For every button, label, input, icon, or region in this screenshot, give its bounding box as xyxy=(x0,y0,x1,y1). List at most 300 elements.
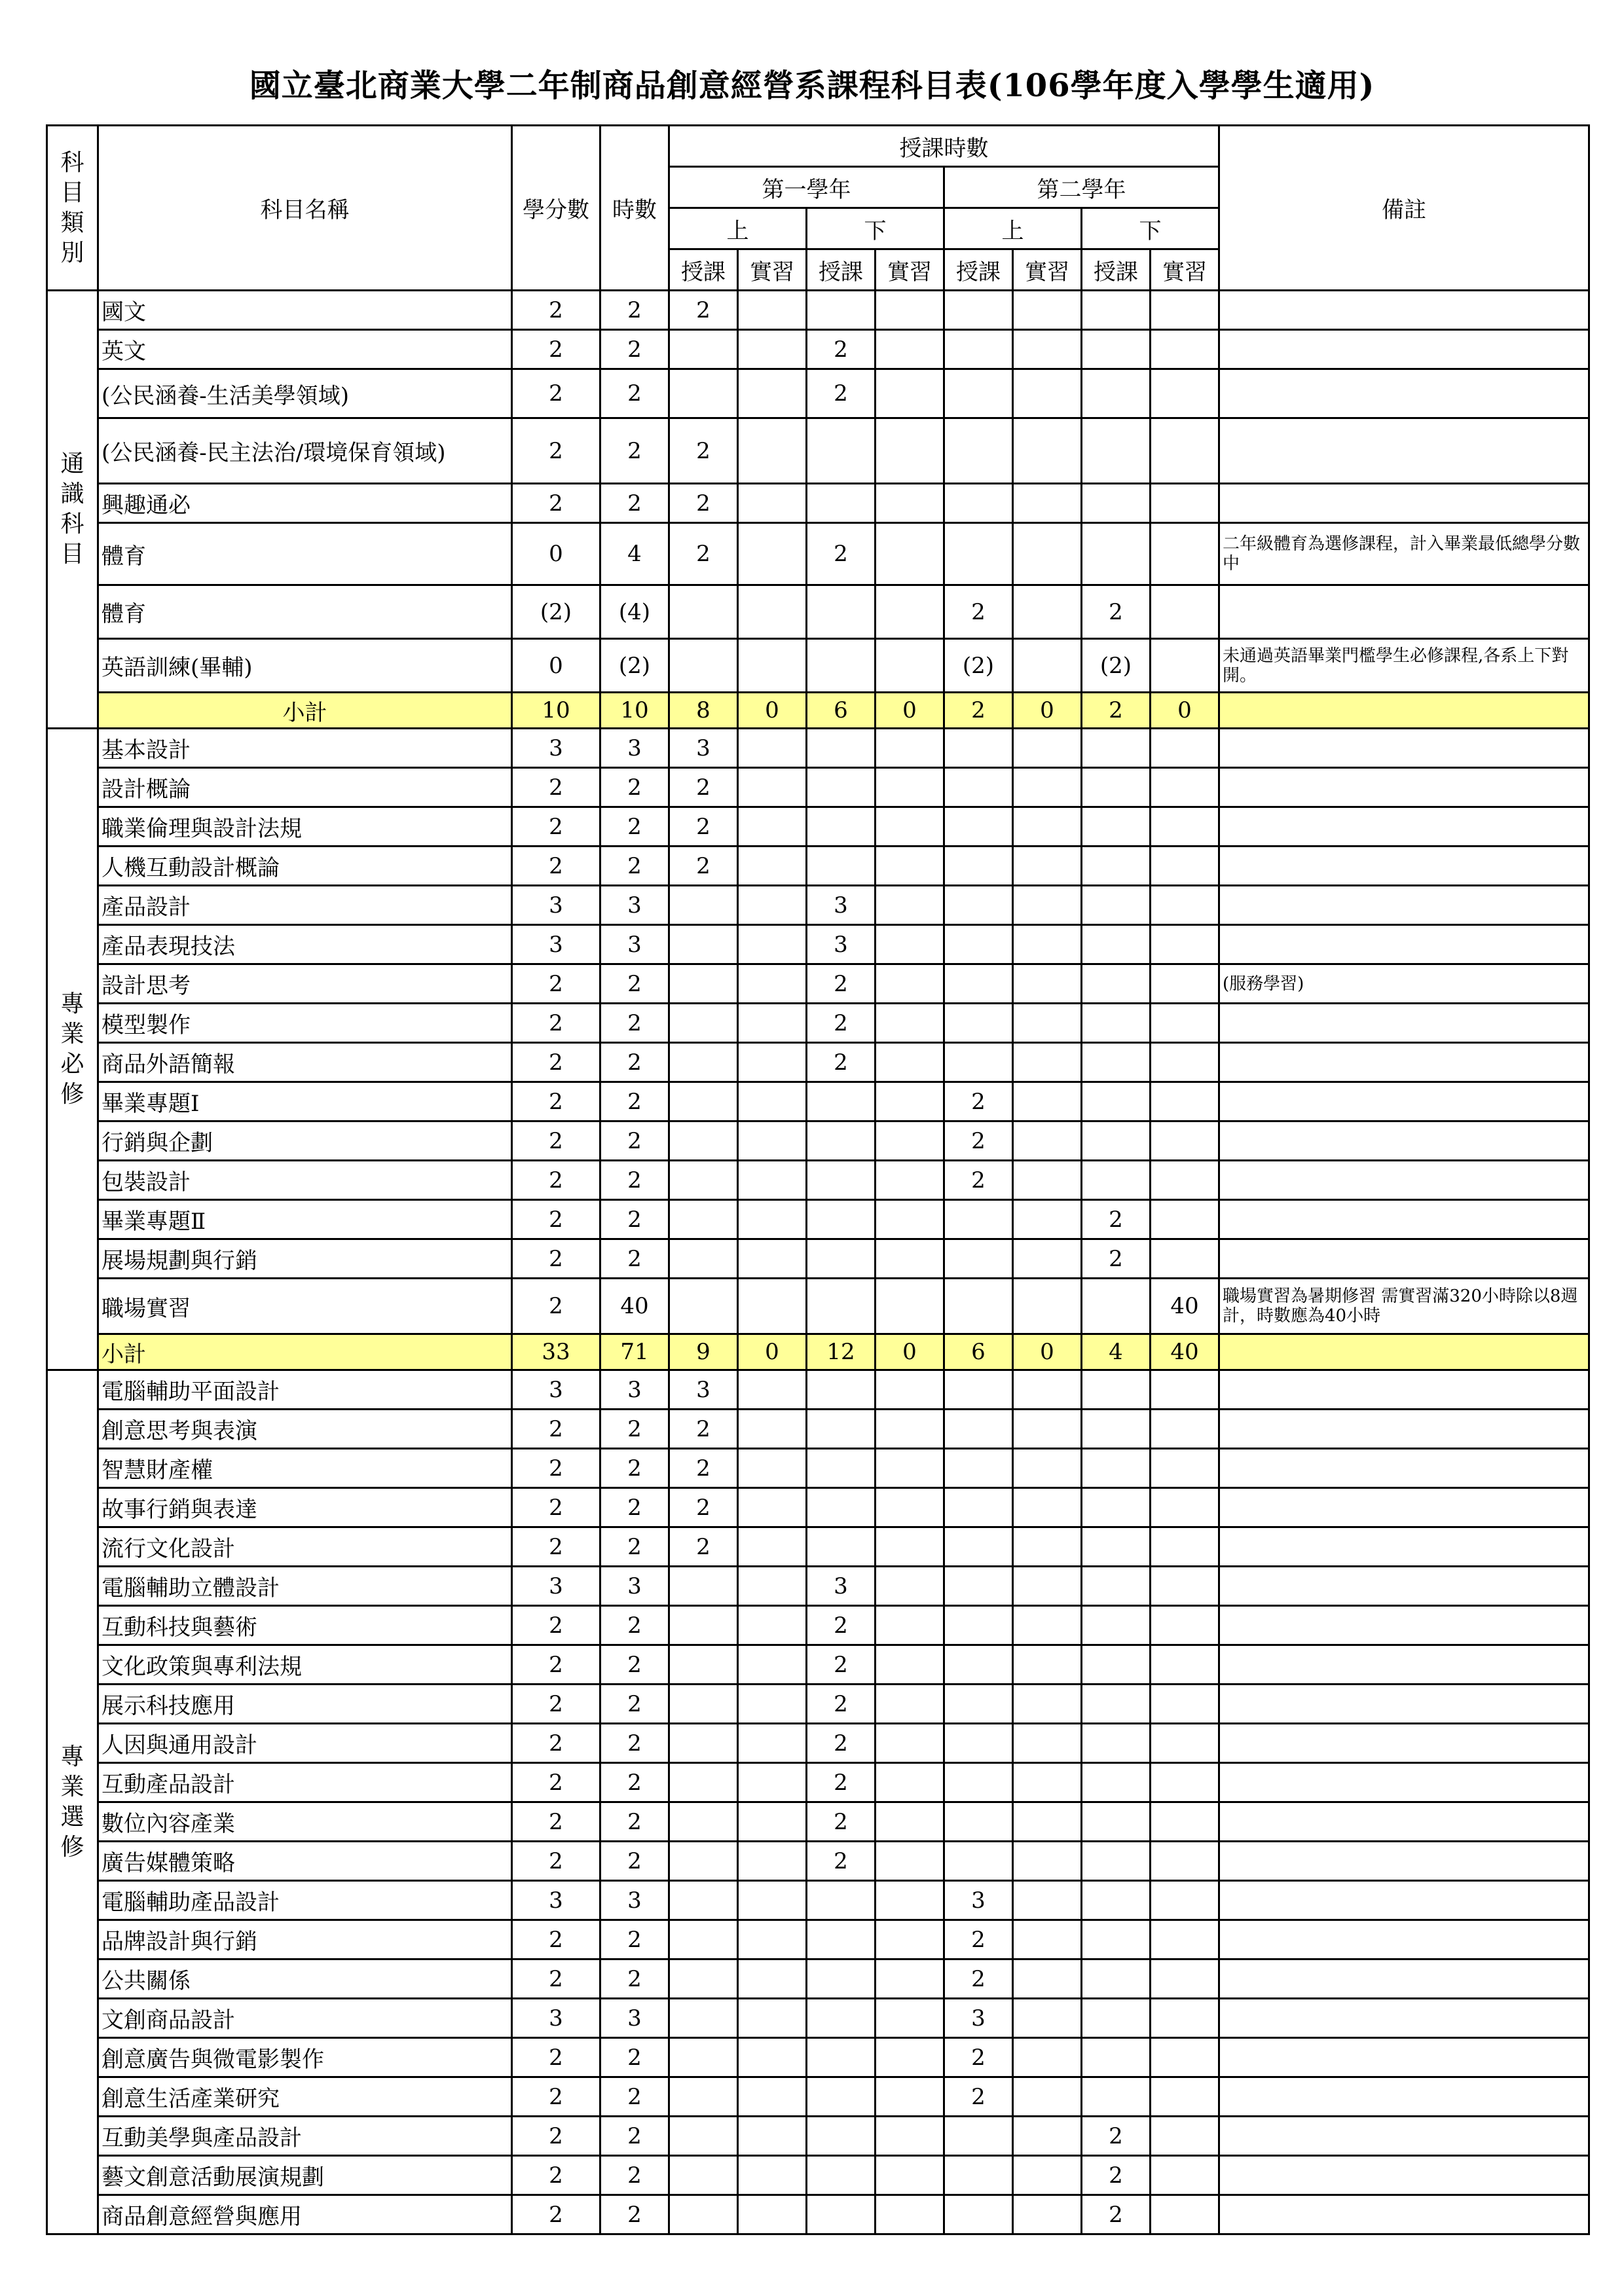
table-row xyxy=(47,1567,1589,1606)
teaching-hours-cell xyxy=(1013,1161,1082,1200)
teaching-hours-cell xyxy=(669,2038,738,2077)
teaching-hours-cell xyxy=(1151,2038,1219,2077)
table-row xyxy=(47,964,1589,1004)
remarks-cell xyxy=(1219,807,1589,847)
subtotal-teaching-hours: 0 xyxy=(1151,693,1219,729)
table-row xyxy=(47,886,1589,925)
credits-cell: 2 xyxy=(512,768,600,807)
course-name-cell: 商品外語簡報 xyxy=(98,1043,512,1082)
teaching-hours-cell xyxy=(738,1279,807,1334)
teaching-hours-cell xyxy=(738,2117,807,2156)
header-lecture: 授課 xyxy=(807,249,876,291)
remarks-cell xyxy=(1219,1645,1589,1685)
hours-cell: 3 xyxy=(600,1370,669,1410)
teaching-hours-cell xyxy=(1082,1842,1151,1881)
teaching-hours-cell xyxy=(876,1410,944,1449)
table-row xyxy=(47,418,1589,484)
teaching-hours-cell xyxy=(1151,729,1219,768)
teaching-hours-cell xyxy=(944,886,1013,925)
credits-cell: 2 xyxy=(512,847,600,886)
hours-cell: 2 xyxy=(600,1082,669,1121)
credits-cell: 2 xyxy=(512,1449,600,1488)
table-row xyxy=(47,807,1589,847)
remarks-cell xyxy=(1219,2156,1589,2195)
hours-cell: 2 xyxy=(600,369,669,418)
credits-cell: 2 xyxy=(512,1004,600,1043)
teaching-hours-cell: 2 xyxy=(807,1004,876,1043)
credits-cell: 2 xyxy=(512,1043,600,1082)
table-row xyxy=(47,1410,1589,1449)
remarks-cell: 二年級體育為選修課程，計入畢業最低總學分數中 xyxy=(1219,523,1589,585)
teaching-hours-cell: (2) xyxy=(944,639,1013,693)
table-row xyxy=(47,484,1589,523)
teaching-hours-cell xyxy=(1013,2195,1082,2234)
teaching-hours-cell: 2 xyxy=(669,768,738,807)
subtotal-teaching-hours: 0 xyxy=(876,693,944,729)
teaching-hours-cell xyxy=(807,1239,876,1279)
credits-cell: 3 xyxy=(512,729,600,768)
teaching-hours-cell xyxy=(876,1842,944,1881)
table-row xyxy=(47,1763,1589,1802)
teaching-hours-cell xyxy=(807,418,876,484)
hours-cell: 2 xyxy=(600,1043,669,1082)
teaching-hours-cell xyxy=(944,964,1013,1004)
table-row xyxy=(47,729,1589,768)
teaching-hours-cell xyxy=(1082,1449,1151,1488)
subtotal-label: 小計 xyxy=(98,1334,512,1370)
subtotal-row xyxy=(47,693,1589,729)
remarks-cell xyxy=(1219,1370,1589,1410)
credits-cell: 3 xyxy=(512,925,600,964)
teaching-hours-cell xyxy=(738,925,807,964)
subtotal-teaching-hours: 0 xyxy=(876,1334,944,1370)
table-row xyxy=(47,1527,1589,1567)
hours-cell: 2 xyxy=(600,418,669,484)
credits-cell: 2 xyxy=(512,1527,600,1567)
credits-cell: 2 xyxy=(512,1279,600,1334)
hours-cell: 2 xyxy=(600,1842,669,1881)
credits-cell: 2 xyxy=(512,369,600,418)
teaching-hours-cell xyxy=(876,1488,944,1527)
teaching-hours-cell xyxy=(1013,1043,1082,1082)
teaching-hours-cell xyxy=(669,1606,738,1645)
teaching-hours-cell xyxy=(669,1802,738,1842)
teaching-hours-cell xyxy=(1013,2156,1082,2195)
teaching-hours-cell xyxy=(1151,1121,1219,1161)
credits-cell: 2 xyxy=(512,1606,600,1645)
remarks-cell xyxy=(1219,729,1589,768)
teaching-hours-cell xyxy=(738,1842,807,1881)
teaching-hours-cell: 2 xyxy=(944,1082,1013,1121)
teaching-hours-cell: 3 xyxy=(944,1881,1013,1920)
category-cell: 通識科目 xyxy=(47,291,98,729)
teaching-hours-cell xyxy=(1151,418,1219,484)
teaching-hours-cell xyxy=(1151,1410,1219,1449)
teaching-hours-cell xyxy=(944,1279,1013,1334)
table-row xyxy=(47,2156,1589,2195)
course-name-cell: 互動美學與產品設計 xyxy=(98,2117,512,2156)
credits-cell: 2 xyxy=(512,2038,600,2077)
teaching-hours-cell: 2 xyxy=(669,1449,738,1488)
remarks-cell xyxy=(1219,2117,1589,2156)
teaching-hours-cell xyxy=(1013,585,1082,639)
remarks-cell xyxy=(1219,1239,1589,1279)
remarks-cell: 職場實習為暑期修習 需實習滿320小時除以8週計，時數應為40小時 xyxy=(1219,1279,1589,1334)
credits-cell: 2 xyxy=(512,2195,600,2234)
hours-cell: 2 xyxy=(600,807,669,847)
teaching-hours-cell xyxy=(876,1920,944,1959)
header-y2-upper: 上 xyxy=(944,208,1082,249)
teaching-hours-cell xyxy=(1151,1239,1219,1279)
teaching-hours-cell xyxy=(876,639,944,693)
course-name-cell: 國文 xyxy=(98,291,512,330)
table-row xyxy=(47,523,1589,585)
subtotal-teaching-hours: 0 xyxy=(738,693,807,729)
course-name-cell: 文創商品設計 xyxy=(98,1999,512,2038)
teaching-hours-cell xyxy=(944,523,1013,585)
teaching-hours-cell xyxy=(1151,1449,1219,1488)
teaching-hours-cell: 3 xyxy=(669,1370,738,1410)
hours-cell: 2 xyxy=(600,1449,669,1488)
table-row xyxy=(47,1239,1589,1279)
table-row xyxy=(47,1043,1589,1082)
teaching-hours-cell xyxy=(807,1488,876,1527)
credits-cell: 2 xyxy=(512,1161,600,1200)
teaching-hours-cell xyxy=(944,2156,1013,2195)
remarks-cell xyxy=(1219,1920,1589,1959)
teaching-hours-cell xyxy=(669,1959,738,1999)
credits-cell: 2 xyxy=(512,1920,600,1959)
teaching-hours-cell xyxy=(738,1121,807,1161)
teaching-hours-cell xyxy=(1013,1121,1082,1161)
teaching-hours-cell xyxy=(669,330,738,369)
teaching-hours-cell xyxy=(876,1959,944,1999)
teaching-hours-cell xyxy=(1013,1004,1082,1043)
teaching-hours-cell xyxy=(738,1999,807,2038)
teaching-hours-cell xyxy=(1082,886,1151,925)
teaching-hours-cell xyxy=(1082,1881,1151,1920)
teaching-hours-cell xyxy=(876,768,944,807)
hours-cell: 3 xyxy=(600,1999,669,2038)
teaching-hours-cell xyxy=(1013,729,1082,768)
header-y2-lower: 下 xyxy=(1082,208,1219,249)
teaching-hours-cell xyxy=(1082,369,1151,418)
teaching-hours-cell xyxy=(1082,1724,1151,1763)
teaching-hours-cell xyxy=(1013,1999,1082,2038)
teaching-hours-cell xyxy=(944,1527,1013,1567)
teaching-hours-cell xyxy=(944,1645,1013,1685)
teaching-hours-cell xyxy=(1151,1999,1219,2038)
teaching-hours-cell xyxy=(1013,768,1082,807)
teaching-hours-cell xyxy=(669,1724,738,1763)
teaching-hours-cell xyxy=(876,847,944,886)
teaching-hours-cell xyxy=(738,1410,807,1449)
teaching-hours-cell xyxy=(1013,807,1082,847)
remarks-cell xyxy=(1219,418,1589,484)
teaching-hours-cell xyxy=(1082,2038,1151,2077)
course-name-cell: 展示科技應用 xyxy=(98,1685,512,1724)
hours-cell: 3 xyxy=(600,925,669,964)
teaching-hours-cell xyxy=(1082,1121,1151,1161)
teaching-hours-cell xyxy=(738,964,807,1004)
teaching-hours-cell xyxy=(876,484,944,523)
teaching-hours-cell xyxy=(1013,1279,1082,1334)
teaching-hours-cell xyxy=(1151,291,1219,330)
remarks-cell xyxy=(1219,1881,1589,1920)
teaching-hours-cell xyxy=(944,1488,1013,1527)
teaching-hours-cell xyxy=(669,1842,738,1881)
teaching-hours-cell xyxy=(1082,1082,1151,1121)
teaching-hours-cell xyxy=(1013,330,1082,369)
teaching-hours-cell xyxy=(669,1763,738,1802)
teaching-hours-cell xyxy=(1151,369,1219,418)
credits-cell: 2 xyxy=(512,330,600,369)
teaching-hours-cell: 2 xyxy=(944,1920,1013,1959)
teaching-hours-cell: 2 xyxy=(1082,2117,1151,2156)
teaching-hours-cell xyxy=(669,886,738,925)
teaching-hours-cell xyxy=(944,729,1013,768)
header-practice: 實習 xyxy=(1151,249,1219,291)
teaching-hours-cell xyxy=(807,639,876,693)
remarks-cell xyxy=(1219,1004,1589,1043)
teaching-hours-cell xyxy=(876,1121,944,1161)
teaching-hours-cell xyxy=(738,1959,807,1999)
remarks-cell xyxy=(1219,1488,1589,1527)
course-name-cell: (公民涵養-生活美學領域) xyxy=(98,369,512,418)
teaching-hours-cell xyxy=(669,1999,738,2038)
teaching-hours-cell xyxy=(1013,1645,1082,1685)
course-name-cell: 產品表現技法 xyxy=(98,925,512,964)
credits-cell: 3 xyxy=(512,1999,600,2038)
teaching-hours-cell xyxy=(738,585,807,639)
hours-cell: 2 xyxy=(600,964,669,1004)
teaching-hours-cell xyxy=(738,807,807,847)
teaching-hours-cell xyxy=(1151,484,1219,523)
course-name-cell: 文化政策與專利法規 xyxy=(98,1645,512,1685)
teaching-hours-cell xyxy=(944,768,1013,807)
teaching-hours-cell: 2 xyxy=(807,964,876,1004)
credits-cell: 2 xyxy=(512,2117,600,2156)
remarks-cell xyxy=(1219,2038,1589,2077)
teaching-hours-cell xyxy=(876,1200,944,1239)
remarks-cell xyxy=(1219,1802,1589,1842)
teaching-hours-cell xyxy=(807,291,876,330)
teaching-hours-cell xyxy=(1151,1842,1219,1881)
teaching-hours-cell: 3 xyxy=(944,1999,1013,2038)
remarks-cell xyxy=(1219,1410,1589,1449)
teaching-hours-cell xyxy=(876,1279,944,1334)
teaching-hours-cell xyxy=(1151,1161,1219,1200)
table-row xyxy=(47,925,1589,964)
teaching-hours-cell: 40 xyxy=(1151,1279,1219,1334)
hours-cell: 2 xyxy=(600,2156,669,2195)
header-practice: 實習 xyxy=(738,249,807,291)
teaching-hours-cell: 3 xyxy=(669,729,738,768)
teaching-hours-cell xyxy=(876,1606,944,1645)
header-teaching-hours: 授課時數 xyxy=(669,126,1219,167)
course-name-cell: 流行文化設計 xyxy=(98,1527,512,1567)
teaching-hours-cell xyxy=(1151,330,1219,369)
teaching-hours-cell xyxy=(1151,523,1219,585)
teaching-hours-cell xyxy=(807,1161,876,1200)
table-row xyxy=(47,585,1589,639)
hours-cell: 2 xyxy=(600,1239,669,1279)
table-row xyxy=(47,2038,1589,2077)
table-row xyxy=(47,1200,1589,1239)
subtotal-teaching-hours: 6 xyxy=(807,693,876,729)
teaching-hours-cell xyxy=(876,1724,944,1763)
subtotal-teaching-hours: 6 xyxy=(944,1334,1013,1370)
header-hours: 時數 xyxy=(600,126,669,291)
hours-cell: 2 xyxy=(600,2117,669,2156)
credits-cell: 3 xyxy=(512,1370,600,1410)
teaching-hours-cell xyxy=(1013,1842,1082,1881)
teaching-hours-cell xyxy=(1151,1004,1219,1043)
credits-cell: 3 xyxy=(512,886,600,925)
teaching-hours-cell xyxy=(876,1685,944,1724)
teaching-hours-cell xyxy=(1151,2195,1219,2234)
teaching-hours-cell xyxy=(876,1645,944,1685)
credits-cell: 2 xyxy=(512,1842,600,1881)
teaching-hours-cell xyxy=(1082,1685,1151,1724)
teaching-hours-cell xyxy=(738,1881,807,1920)
hours-cell: 2 xyxy=(600,1920,669,1959)
teaching-hours-cell xyxy=(807,2038,876,2077)
teaching-hours-cell xyxy=(1082,1370,1151,1410)
hours-cell: 2 xyxy=(600,1121,669,1161)
teaching-hours-cell xyxy=(1082,1645,1151,1685)
course-table xyxy=(46,124,1590,2235)
credits-cell: 0 xyxy=(512,523,600,585)
teaching-hours-cell xyxy=(1013,1370,1082,1410)
teaching-hours-cell xyxy=(1151,1606,1219,1645)
teaching-hours-cell xyxy=(669,2195,738,2234)
hours-cell: 2 xyxy=(600,1606,669,1645)
course-name-cell: 品牌設計與行銷 xyxy=(98,1920,512,1959)
teaching-hours-cell xyxy=(944,847,1013,886)
header-y1-upper: 上 xyxy=(669,208,807,249)
course-name-cell: 創意廣告與微電影製作 xyxy=(98,2038,512,2077)
teaching-hours-cell xyxy=(807,2156,876,2195)
teaching-hours-cell xyxy=(738,1802,807,1842)
subtotal-hours: 71 xyxy=(600,1334,669,1370)
credits-cell: 3 xyxy=(512,1881,600,1920)
table-row xyxy=(47,1488,1589,1527)
teaching-hours-cell: 2 xyxy=(944,1959,1013,1999)
teaching-hours-cell xyxy=(876,964,944,1004)
teaching-hours-cell xyxy=(944,1200,1013,1239)
teaching-hours-cell xyxy=(944,369,1013,418)
course-name-cell: 藝文創意活動展演規劃 xyxy=(98,2156,512,2195)
teaching-hours-cell xyxy=(1082,1279,1151,1334)
course-name-cell: (公民涵養-民主法治/環境保育領域) xyxy=(98,418,512,484)
teaching-hours-cell xyxy=(876,2077,944,2117)
teaching-hours-cell: 2 xyxy=(807,1763,876,1802)
course-name-cell: 電腦輔助立體設計 xyxy=(98,1567,512,1606)
teaching-hours-cell xyxy=(807,807,876,847)
course-name-cell: 產品設計 xyxy=(98,886,512,925)
hours-cell: 3 xyxy=(600,886,669,925)
teaching-hours-cell xyxy=(738,1920,807,1959)
teaching-hours-cell xyxy=(944,1370,1013,1410)
remarks-cell xyxy=(1219,1763,1589,1802)
teaching-hours-cell xyxy=(807,1527,876,1567)
teaching-hours-cell xyxy=(807,2077,876,2117)
teaching-hours-cell xyxy=(876,807,944,847)
teaching-hours-cell xyxy=(876,1763,944,1802)
hours-cell: 2 xyxy=(600,1645,669,1685)
teaching-hours-cell xyxy=(669,1567,738,1606)
teaching-hours-cell xyxy=(1082,484,1151,523)
course-name-cell: 創意思考與表演 xyxy=(98,1410,512,1449)
table-row xyxy=(47,1004,1589,1043)
table-row xyxy=(47,2195,1589,2234)
teaching-hours-cell xyxy=(807,1121,876,1161)
subtotal-credits: 10 xyxy=(512,693,600,729)
table-row xyxy=(47,2117,1589,2156)
hours-cell: 2 xyxy=(600,291,669,330)
teaching-hours-cell xyxy=(738,1488,807,1527)
course-name-cell: 智慧財產權 xyxy=(98,1449,512,1488)
remarks-cell xyxy=(1219,1121,1589,1161)
teaching-hours-cell xyxy=(1013,1239,1082,1279)
teaching-hours-cell xyxy=(1013,925,1082,964)
teaching-hours-cell xyxy=(1151,1724,1219,1763)
remarks-cell xyxy=(1219,1161,1589,1200)
teaching-hours-cell xyxy=(738,1043,807,1082)
teaching-hours-cell xyxy=(1151,2156,1219,2195)
hours-cell: 2 xyxy=(600,1004,669,1043)
teaching-hours-cell xyxy=(738,1724,807,1763)
teaching-hours-cell xyxy=(807,1410,876,1449)
teaching-hours-cell xyxy=(876,1004,944,1043)
course-name-cell: 互動產品設計 xyxy=(98,1763,512,1802)
hours-cell: 2 xyxy=(600,2077,669,2117)
teaching-hours-cell xyxy=(738,484,807,523)
teaching-hours-cell xyxy=(738,523,807,585)
subtotal-teaching-hours: 9 xyxy=(669,1334,738,1370)
teaching-hours-cell xyxy=(1151,1043,1219,1082)
teaching-hours-cell xyxy=(1151,847,1219,886)
teaching-hours-cell xyxy=(1013,2117,1082,2156)
teaching-hours-cell xyxy=(1082,847,1151,886)
credits-cell: 3 xyxy=(512,1567,600,1606)
course-name-cell: 畢業專題Ⅱ xyxy=(98,1200,512,1239)
course-name-cell: 人因與通用設計 xyxy=(98,1724,512,1763)
teaching-hours-cell xyxy=(944,1763,1013,1802)
teaching-hours-cell xyxy=(1151,964,1219,1004)
course-name-cell: 職業倫理與設計法規 xyxy=(98,807,512,847)
remarks-cell xyxy=(1219,925,1589,964)
subtotal-row xyxy=(47,1334,1589,1370)
teaching-hours-cell xyxy=(876,1567,944,1606)
teaching-hours-cell: 2 xyxy=(807,1802,876,1842)
subtotal-credits: 33 xyxy=(512,1334,600,1370)
teaching-hours-cell xyxy=(1082,418,1151,484)
teaching-hours-cell xyxy=(1082,1999,1151,2038)
teaching-hours-cell xyxy=(876,523,944,585)
teaching-hours-cell xyxy=(807,1370,876,1410)
teaching-hours-cell xyxy=(1013,418,1082,484)
course-name-cell: 廣告媒體策略 xyxy=(98,1842,512,1881)
hours-cell: 40 xyxy=(600,1279,669,1334)
table-row xyxy=(47,1370,1589,1410)
course-name-cell: 體育 xyxy=(98,585,512,639)
hours-cell: 2 xyxy=(600,1959,669,1999)
hours-cell: 3 xyxy=(600,1567,669,1606)
teaching-hours-cell xyxy=(1082,1959,1151,1999)
credits-cell: 2 xyxy=(512,1959,600,1999)
